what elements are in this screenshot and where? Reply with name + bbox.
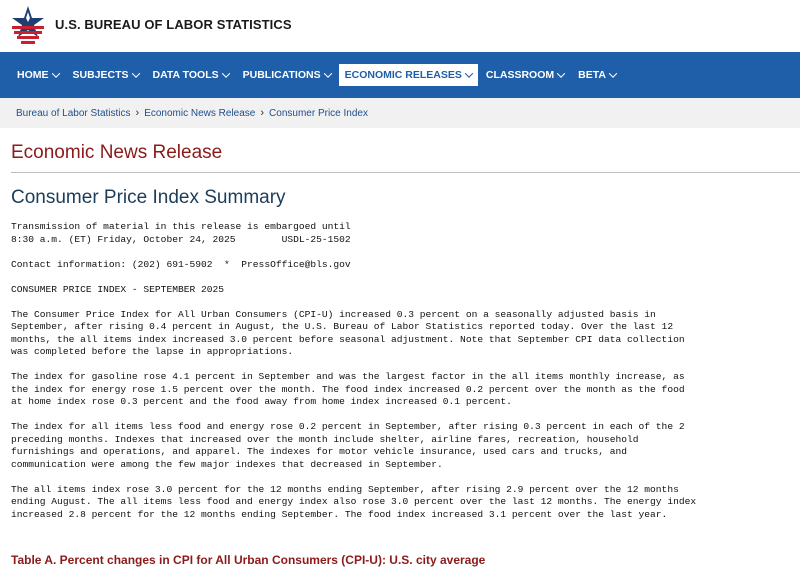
nav-item-economic-releases[interactable] [339,64,478,86]
chevron-down-icon [221,69,229,77]
nav-label: BETA [578,69,606,81]
nav-label: PUBLICATIONS [242,69,321,81]
table-a-title: Table A. Percent changes in CPI for All Urban Consumers (CPI-U): U.S. city average [11,553,486,567]
chevron-down-icon [609,69,617,77]
breadcrumb-current-cpi[interactable]: Consumer Price Index [269,107,368,119]
nav-label: SUBJECTS [72,69,129,81]
paragraph-line: The index for all items less food and energy rose 0.2 percent in September, after rising 0.3 percent in each of the 2 [11,421,685,432]
chevron-down-icon [131,69,139,77]
nav-label: HOME [17,69,49,81]
paragraph-line: The all items index rose 3.0 percent for the 12 months ending September, after rising 2.9 percent over the 12 months [11,483,679,495]
nav-item-publications[interactable] [237,64,337,86]
breadcrumb [0,98,800,128]
paragraph-line: September, after rising 0.4 percent in August, the U.S. Bureau of Labor Statistics reported today. Over the last 12 [11,321,674,332]
site-title[interactable]: U.S. BUREAU OF LABOR STATISTICS [55,17,292,32]
site-header [0,0,800,52]
release-headline: CONSUMER PRICE INDEX - SEPTEMBER 2025 [11,283,225,295]
breadcrumb-link-bls[interactable]: Bureau of Labor Statistics [16,107,131,119]
embargo-line: 8:30 a.m. (ET) Friday, October 24, 2025 USDL-25-1502 [11,233,351,245]
paragraph-line: ending August. The all items less food and energy index also rose 3.0 percent over the last 12 months. The energy index [11,496,697,507]
nav-item-classroom[interactable] [480,64,570,86]
nav-label: CLASSROOM [485,69,555,81]
divider [11,172,800,173]
chevron-right-icon: › [260,107,265,119]
chevron-right-icon: › [135,107,140,119]
paragraph-line: increased 2.8 percent for the 12 months ending September. The food index increased 3.1 percent over the last year. [11,508,668,520]
paragraph-line: The Consumer Price Index for All Urban Consumers (CPI-U) increased 0.3 percent on a seasonally adjusted basis in [11,308,656,320]
bls-logo-icon[interactable] [8,4,48,46]
nav-item-home[interactable] [11,64,65,86]
paragraph-line: furnishings and operations, and apparel. The indexes for motor vehicle insurance, used cars and trucks, and [11,446,628,457]
release-title: Consumer Price Index Summary [11,187,286,208]
contact-info: Contact information: (202) 691-5902 * PressOffice@bls.gov [11,258,351,270]
nav-label: ECONOMIC RELEASES [344,69,462,81]
main-nav [0,52,800,98]
paragraph-line: months, the all items index increased 3.0 percent before seasonal adjustment. Note that September CPI data collection [11,333,685,345]
nav-item-subjects[interactable] [67,64,145,86]
nav-item-beta[interactable] [572,64,622,86]
nav-item-data-tools[interactable] [147,64,235,86]
chevron-down-icon [465,69,473,77]
chevron-down-icon [51,69,59,77]
paragraph-line: communication were among the few major indexes that decreased in September. [11,458,443,470]
chevron-down-icon [557,69,565,77]
embargo-line: Transmission of material in this release is embargoed until [11,221,351,232]
breadcrumb-link-news-release[interactable]: Economic News Release [144,107,256,119]
paragraph-line: at home index rose 0.3 percent and the food away from home index increased 0.1 percent. [11,396,512,407]
page-heading: Economic News Release [11,142,223,163]
paragraph-line: preceding months. Indexes that increased over the month include shelter, airline fares, recreation, household [11,433,639,445]
release-text [11,221,791,521]
chevron-down-icon [323,69,331,77]
paragraph-line: The index for gasoline rose 4.1 percent in September and was the largest factor in the all items monthly increase, as [11,371,685,382]
nav-label: DATA TOOLS [152,69,219,81]
paragraph-line: was completed before the lapse in appropriations. [11,346,294,357]
paragraph-line: the index for energy rose 1.5 percent over the month. The food index increased 0.2 percent over the month as the food [11,383,685,395]
